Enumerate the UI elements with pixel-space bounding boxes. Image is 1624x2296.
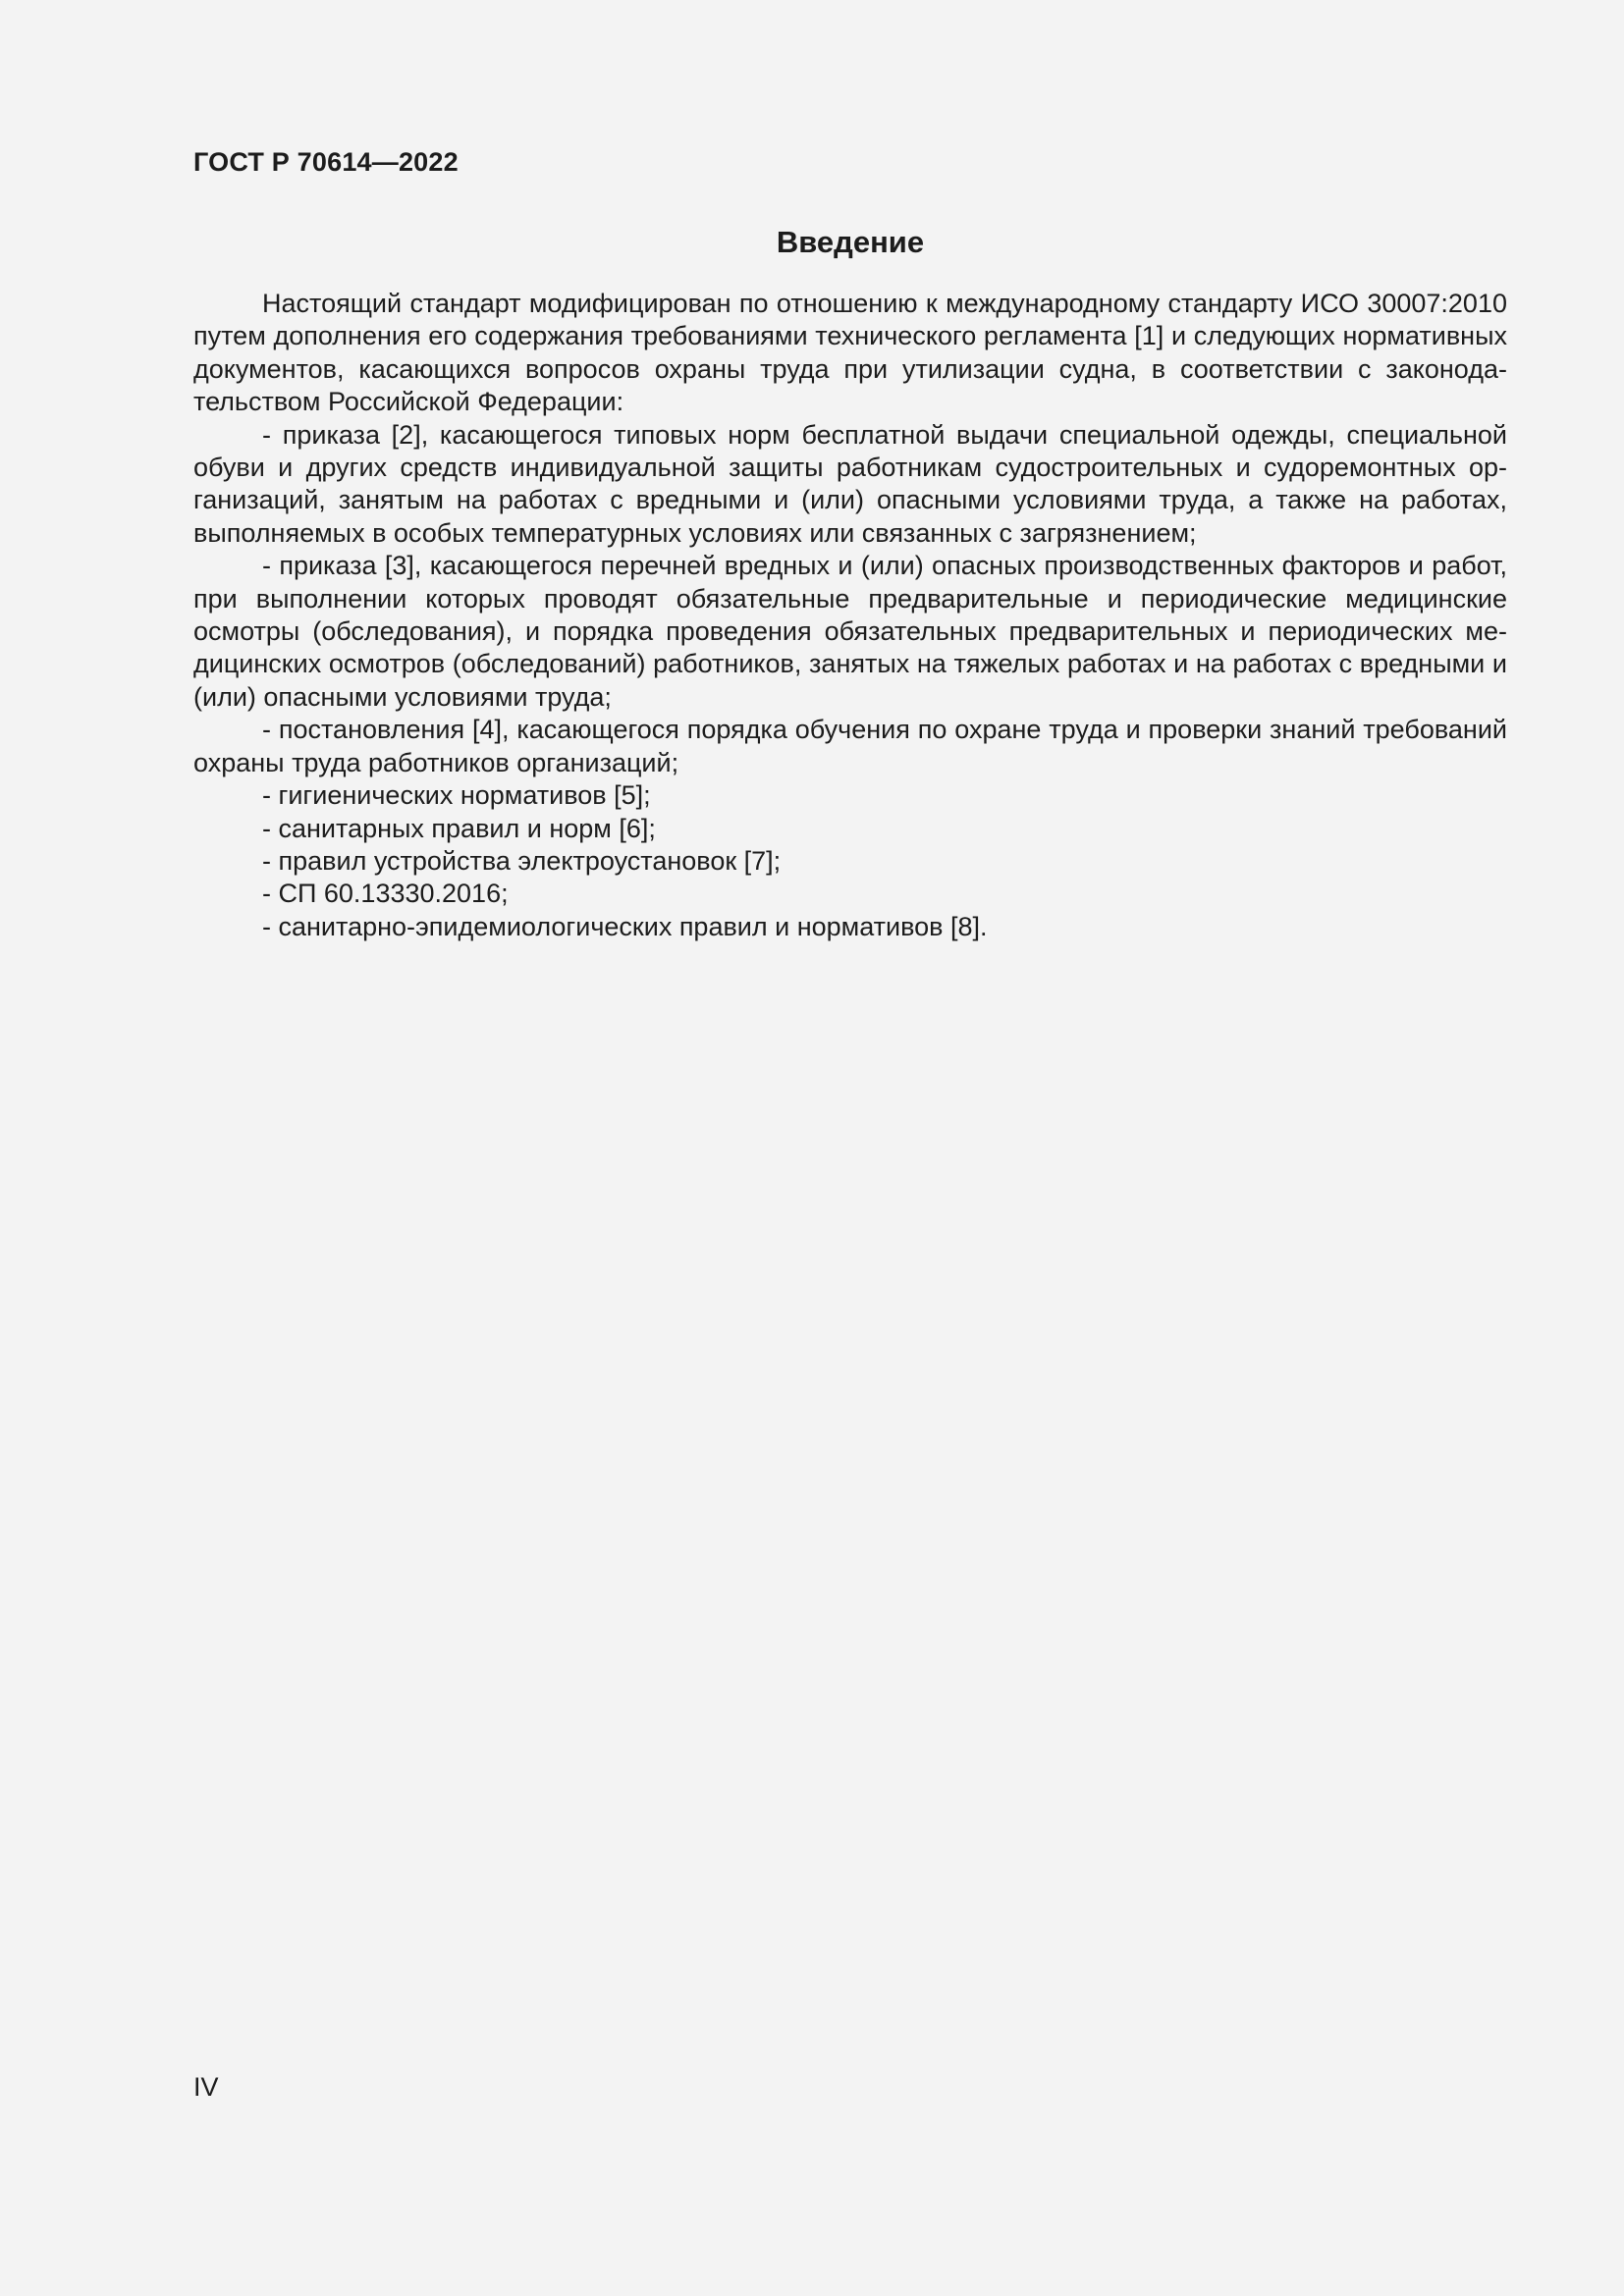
list-item: - приказа [2], касающегося типовых норм бесплатной выдачи специальной одежды, специальной обуви и других средств индивидуальной защиты работникам судостроительных и судоремонтных организаций, занятым на работах с вредными и (или) опасными условиями труда, а также на работах, выполняемых в особых температурных условиях или связанных с загрязнением; — [193, 419, 1507, 548]
list-item: - СП 60.13330.2016; — [262, 879, 509, 909]
paragraph-intro: Настоящий стандарт модифицирован по отношению к международному стандарту ИСО 30007:2010 путем дополнения его содержания требованиями технического регламента [1] и следующих нормативных документов, касающихся вопросов охраны труда при утилизации судна, в соответствии с законодательством Российской Федерации: — [193, 289, 1507, 417]
page-number: IV — [193, 2072, 219, 2102]
list-item: - санитарных правил и норм [6]; — [262, 813, 656, 843]
list-item: - правил устройства электроустановок [7]; — [262, 845, 782, 876]
list-item: - гигиенических нормативов [5]; — [262, 780, 651, 811]
document-body — [193, 288, 1507, 943]
list-item: - санитарно-эпидемиологических правил и нормативов [8]. — [262, 911, 988, 941]
list-item: - постановления [4], касающегося порядка обучения по охране труда и проверки знаний требований охраны труда работников организаций; — [193, 715, 1507, 777]
list-item: - приказа [3], касающегося перечней вредных и (или) опасных производственных факторов и работ, при выполнении которых проводят обязательные предварительные и периодические медицинские осмотры (обследования), и порядка проведения обязательных предварительных и периодических медицинских осмотров (обследований) работников, занятых на тяжелых работах и на работах с вредными и (или) опасными условиями труда; — [193, 551, 1507, 712]
document-header: ГОСТ Р 70614—2022 — [193, 147, 459, 177]
section-title: Введение — [776, 225, 925, 259]
